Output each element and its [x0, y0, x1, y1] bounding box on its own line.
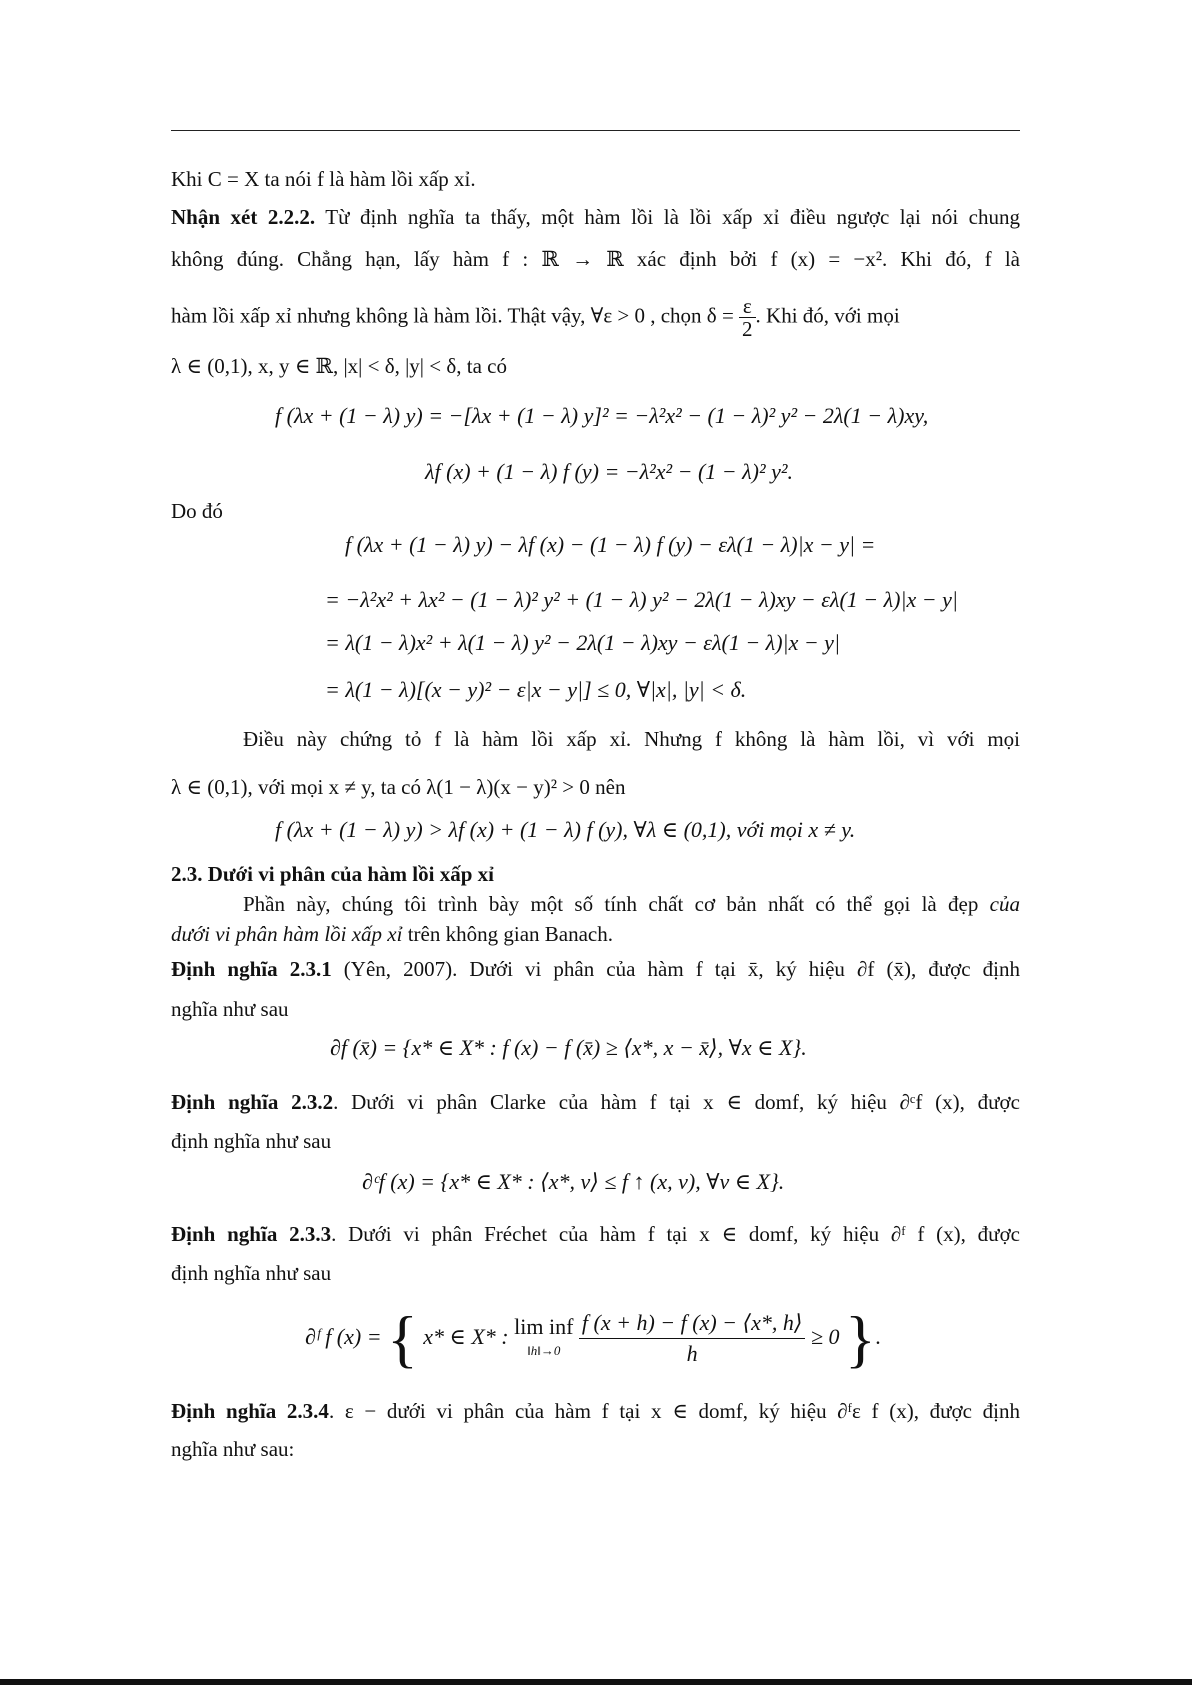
remark-line-3-a: hàm lồi xấp xỉ nhưng không là hàm lồi. Thật vậy, ∀ε > 0 , chọn δ = [171, 303, 734, 328]
section-intro-b: của [989, 892, 1020, 916]
equation-2: λf (x) + (1 − λ) f (y) = −λ²x² − (1 − λ)² y². [425, 459, 793, 484]
paragraph-2-line-1: Điều này chứng tỏ f là hàm lồi xấp xỉ. Nhưng f không là hàm lồi, vì với mọi [243, 727, 1020, 751]
section-intro-italic: dưới vi phân hàm lồi xấp xỉ [171, 922, 403, 946]
equation-8: ∂f (x̄) = {x* ∈ X* : f (x) − f (x̄) ≥ ⟨x*, x − x̄⟩, ∀x ∈ X}. [330, 1035, 807, 1060]
eq10-lim-sub: ‖h‖→0 [527, 1342, 561, 1358]
remark-text: Từ định nghĩa ta thấy, một hàm lồi là lồi xấp xỉ điều ngược lại nói chung [315, 205, 1020, 229]
eq10-lim [514, 1315, 573, 1363]
header-rule [171, 130, 1020, 131]
definition-2-3-4-text: . ε − dưới vi phân của hàm f tại x ∈ domf, ký hiệu ∂ᶠε f (x), được định [328, 1399, 1020, 1423]
eq10-right-brace: } [845, 1302, 876, 1374]
eq10-lim-text: lim inf [514, 1313, 574, 1339]
paragraph-2-line-2: λ ∈ (0,1), với mọi x ≠ y, ta có λ(1 − λ)(x − y)² > 0 nên [171, 775, 626, 799]
definition-2-3-2-line-2: định nghĩa như sau [171, 1129, 332, 1153]
eq10-ge: ≥ 0 [810, 1324, 840, 1349]
frac-num: ε [739, 295, 756, 318]
definition-2-3-2-label: Định nghĩa 2.3.2 [171, 1090, 334, 1114]
remark-line-3-b: . Khi đó, với mọi [755, 303, 900, 328]
definition-2-3-2 [171, 1088, 1020, 1116]
remark-2-2-2-line-1 [171, 203, 1020, 231]
equation-6: = λ(1 − λ)[(x − y)² − ε|x − y|] ≤ 0, ∀|x|, |y| < δ. [325, 677, 747, 702]
definition-2-3-4-line-2: nghĩa như sau: [171, 1437, 295, 1461]
definition-2-3-4-label: Định nghĩa 2.3.4 [171, 1399, 329, 1423]
section-2-3-heading: 2.3. Dưới vi phân của hàm lồi xấp xỉ [171, 862, 494, 886]
definition-2-3-1-line-2: nghĩa như sau [171, 997, 289, 1021]
definition-2-3-4 [171, 1397, 1020, 1425]
eq10-left: ∂ᶠ f (x) = [305, 1324, 382, 1349]
frac-den: 2 [742, 317, 753, 341]
eq10-fraction [579, 1308, 806, 1369]
text-line-1: Khi C = X ta nói f là hàm lồi xấp xỉ. [171, 167, 476, 191]
remark-line-2: không đúng. Chẳng hạn, lấy hàm f : ℝ → ℝ xác định bởi f (x) = −x². Khi đó, f là [171, 247, 1020, 271]
equation-9: ∂ᶜf (x) = {x* ∈ X* : ⟨x*, v⟩ ≤ f ↑ (x, v), ∀v ∈ X}. [362, 1169, 785, 1194]
eq10-end: . [875, 1324, 882, 1349]
do-do-line: Do đó [171, 499, 223, 523]
definition-2-3-2-text: . Dưới vi phân Clarke của hàm f tại x ∈ domf, ký hiệu ∂ᶜf (x), được [333, 1090, 1020, 1114]
equation-10 [305, 1295, 881, 1379]
eq10-num: f (x + h) − f (x) − ⟨x*, h⟩ [579, 1308, 806, 1339]
remark-line-3 [171, 295, 1020, 340]
bottom-edge-bar [0, 1679, 1192, 1685]
definition-2-3-3 [171, 1220, 1020, 1248]
section-intro-line-2 [171, 920, 1020, 948]
section-intro-a: Phần này, chúng tôi trình bày một số tính chất cơ bản nhất có thể gọi là đẹp [243, 892, 979, 916]
definition-2-3-3-text: . Dưới vi phân Fréchet của hàm f tại x ∈ domf, ký hiệu ∂ᶠ f (x), được [331, 1222, 1020, 1246]
eq10-left-brace: { [387, 1302, 418, 1374]
definition-2-3-1 [171, 955, 1020, 983]
epsilon-half-fraction [739, 295, 756, 340]
definition-2-3-3-label: Định nghĩa 2.3.3 [171, 1222, 332, 1246]
equation-1: f (λx + (1 − λ) y) = −[λx + (1 − λ) y]² = −λ²x² − (1 − λ)² y² − 2λ(1 − λ)xy, [275, 403, 929, 428]
definition-2-3-3-line-2: định nghĩa như sau [171, 1261, 332, 1285]
definition-2-3-1-text: (Yên, 2007). Dưới vi phân của hàm f tại x̄, ký hiệu ∂f (x̄), được định [331, 957, 1020, 981]
remark-label: Nhận xét 2.2.2. [171, 205, 316, 229]
eq10-mid: x* ∈ X* : [423, 1324, 509, 1349]
equation-7: f (λx + (1 − λ) y) > λf (x) + (1 − λ) f (y), ∀λ ∈ (0,1), với mọi x ≠ y. [275, 817, 856, 842]
equation-4: = −λ²x² + λx² − (1 − λ)² y² + (1 − λ) y² − 2λ(1 − λ)xy − ελ(1 − λ)|x − y| [325, 587, 958, 612]
definition-2-3-1-label: Định nghĩa 2.3.1 [171, 957, 332, 981]
equation-3: f (λx + (1 − λ) y) − λf (x) − (1 − λ) f (y) − ελ(1 − λ)|x − y| = [345, 532, 876, 557]
section-intro-rest: trên không gian Banach. [402, 922, 613, 946]
eq10-den: h [686, 1341, 698, 1367]
remark-line-4: λ ∈ (0,1), x, y ∈ ℝ, |x| < δ, |y| < δ, ta có [171, 354, 507, 378]
equation-5: = λ(1 − λ)x² + λ(1 − λ) y² − 2λ(1 − λ)xy − ελ(1 − λ)|x − y| [325, 630, 840, 655]
section-intro-line-1 [243, 890, 1020, 918]
